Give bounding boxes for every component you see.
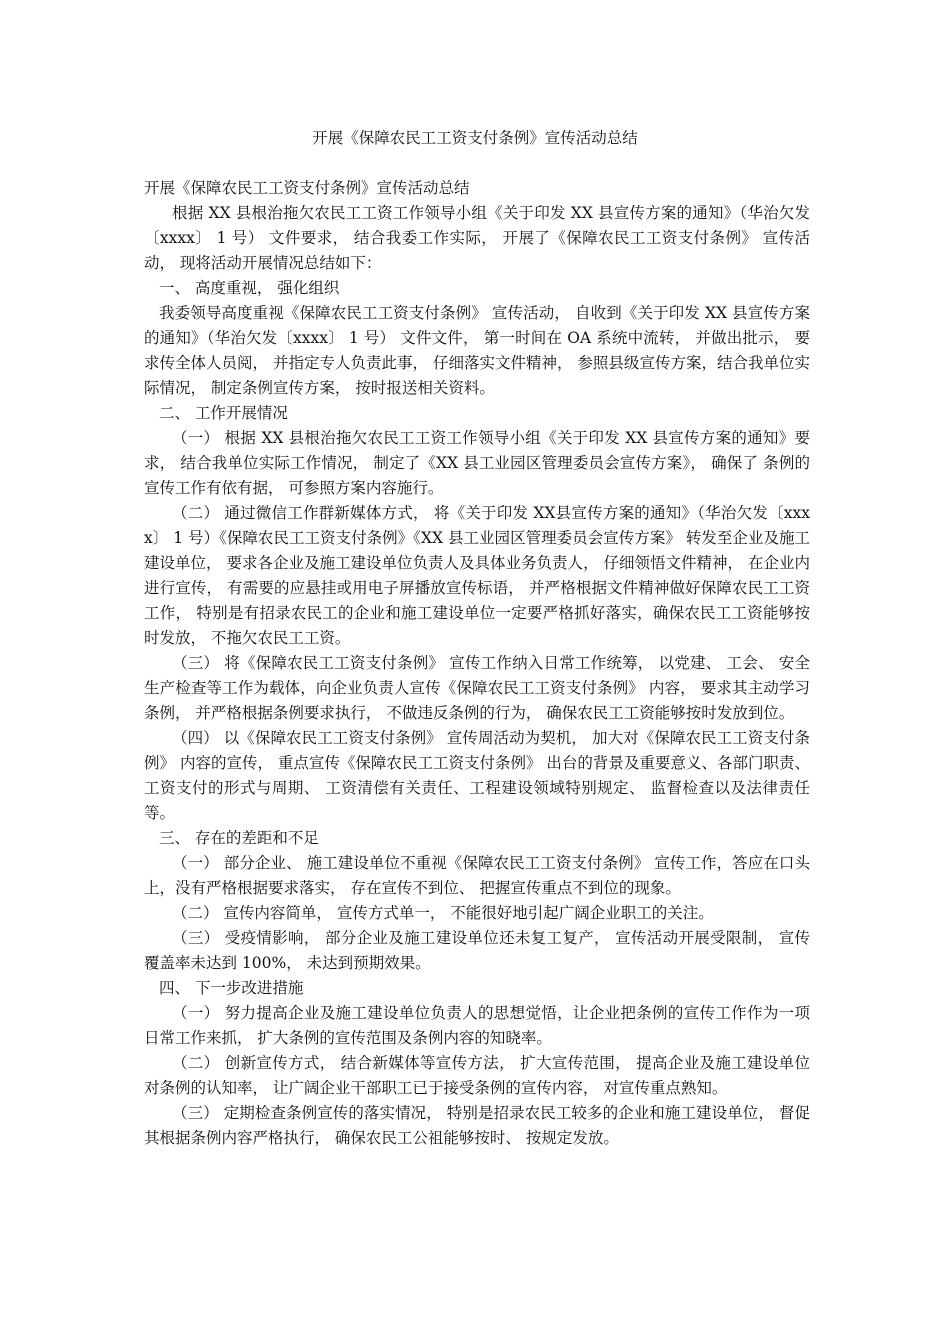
section-3-heading: 三、 存在的差距和不足 (159, 829, 319, 847)
section-1-heading: 一、 高度重视， 强化组织 (159, 279, 340, 297)
section-4-paragraph-1: （一） 努力提高企业及施工建设单位负责人的思想觉悟，让企业把条例的宣传工作作为一项日常工作来抓， 扩大条例的宣传范围及条例内容的知晓率。 (144, 1004, 810, 1047)
section-4-paragraph-2: （二） 创新宣传方式， 结合新媒体等宣传方法， 扩大宣传范围， 提高企业及施工建设单位对条例的认知率， 让广阔企业干部职工已于接受条例的宣传内容， 对宣传重点熟知。 (144, 1054, 810, 1097)
section-2-paragraph-3: （三） 将《保障农民工工资支付条例》 宣传工作纳入日常工作统筹， 以党建、 工会、 安全生产检查等工作为载体，向企业负责人宣传《保障农民工工资支付条例》 内容， 要求其主动学习条例， 并严格根据条例要求执行， 不做违反条例的行为， 确保农民工工资能够按时发放到位。 (144, 654, 810, 722)
section-2-paragraph-2: （二） 通过微信工作群新媒体方式， 将《关于印发 XX县宣传方案的通知》（华治欠发〔xxxx〕 1 号）《保障农民工工资支付条例》《XX 县工业园区管理委员会宣传方案》 转发至企业及施工建设单位， 要求各企业及施工建设单位负责人及具体业务负责人， 仔细领悟文件精神， 在企业内进行宣传， 有需要的应悬挂或用电子屏播放宣传标语， 并严格根据文件精神做好保障农民工工资工作， 特别是有招录农民工的企业和施工建设单位一定要严格抓好落实，确保农民工工资能够按时发放， 不拖欠农民工工资。 (144, 504, 810, 647)
section-2-paragraph-4: （四） 以《保障农民工工资支付条例》 宣传周活动为契机， 加大对《保障农民工工资支付条例》 内容的宣传， 重点宣传《保障农民工工资支付条例》 出台的背景及重要意义、各部门职责、 工资支付的形式与周期、 工资清偿有关责任、工程建设领域特别规定、 监督检查以及法律责任等。 (144, 729, 810, 822)
document-title: 开展《保障农民工工资支付条例》宣传活动总结 (312, 129, 638, 147)
document-subtitle: 开展《保障农民工工资支付条例》宣传活动总结 (144, 179, 470, 197)
section-2-heading: 二、 工作开展情况 (159, 404, 288, 422)
section-4-paragraph-3: （三） 定期检查条例宣传的落实情况， 特别是招录农民工较多的企业和施工建设单位， 督促其根据条例内容严格执行， 确保农民工公祖能够按时、 按规定发放。 (144, 1104, 810, 1147)
section-3-paragraph-3: （三） 受疫情影响， 部分企业及施工建设单位还未复工复产， 宣传活动开展受限制， 宣传覆盖率未达到 100%， 未达到预期效果。 (144, 929, 810, 972)
section-2-paragraph-1: （一） 根据 XX 县根治拖欠农民工工资工作领导小组《关于印发 XX 县宣传方案的通知》要求， 结合我单位实际工作情况， 制定了《XX 县工业园区管理委员会宣传方案》， 确保了 条例的宣传工作有依有据， 可参照方案内容施行。 (144, 429, 810, 497)
section-3-paragraph-2: （二） 宣传内容简单， 宣传方式单一， 不能很好地引起广阔企业职工的关注。 (172, 904, 714, 922)
intro-paragraph: 根据 XX 县根治拖欠农民工工资工作领导小组《关于印发 XX 县宣传方案的通知》（华治欠发〔xxxx〕 1 号） 文件要求， 结合我委工作实际， 开展了《保障农民工工资支付条例》 宣传活动， 现将活动开展情况总结如下： (144, 204, 810, 272)
section-1-paragraph-1: 我委领导高度重视《保障农民工工资支付条例》 宣传活动， 自收到《关于印发 XX 县宣传方案的通知》（华治欠发〔xxxx〕 1 号） 文件文件， 第一时间在 OA 系统中流转， 并做出批示， 要求传全体人员阅， 并指定专人负责此事， 仔细落实文件精神， 参照县级宣传方案，结合我单位实际情况， 制定条例宣传方案， 按时报送相关资料。 (144, 304, 810, 397)
section-4-heading: 四、 下一步改进措施 (159, 979, 304, 997)
document-body (144, 176, 810, 1151)
section-3-paragraph-1: （一） 部分企业、 施工建设单位不重视《保障农民工工资支付条例》 宣传工作，答应在口头上，没有严格根据要求落实， 存在宣传不到位、 把握宣传重点不到位的现象。 (144, 854, 810, 897)
